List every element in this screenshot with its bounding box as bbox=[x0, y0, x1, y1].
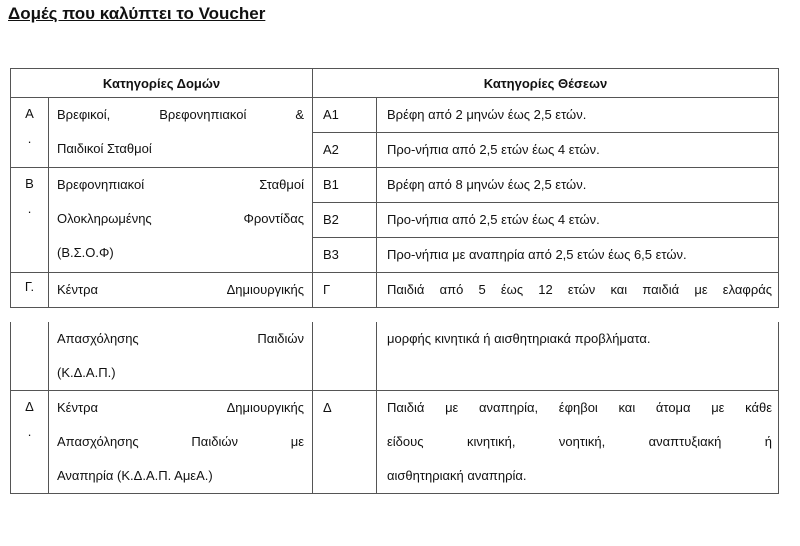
category-letter-g: Γ. bbox=[11, 273, 49, 308]
code-b1: Β1 bbox=[313, 168, 377, 203]
page-title: Δομές που καλύπτει το Voucher bbox=[8, 4, 266, 23]
desc-b3: Προ-νήπια με αναπηρία από 2,5 ετών έως 6,5 ετών. bbox=[377, 238, 779, 273]
category-letter-b: Β . bbox=[11, 168, 49, 273]
desc-g-top: Παιδιά από 5 έως 12 ετών και παιδιά με ελαφράς bbox=[377, 273, 779, 308]
category-letter-a: Α . bbox=[11, 98, 49, 168]
category-g-name-top: Κέντρα Δημιουργικής bbox=[49, 273, 313, 308]
header-structure-categories: Κατηγορίες Δομών bbox=[11, 69, 313, 98]
code-b2: Β2 bbox=[313, 203, 377, 238]
category-g-name-bottom: Απασχόλησης Παιδιών (Κ.Δ.Α.Π.) bbox=[49, 322, 313, 391]
code-g: Γ bbox=[313, 273, 377, 308]
structures-table-bottom bbox=[10, 322, 779, 494]
desc-a2: Προ-νήπια από 2,5 ετών έως 4 ετών. bbox=[377, 133, 779, 168]
category-b-name: Βρεφονηπιακοί Σταθμοί Ολοκληρωμένης Φροντίδας (Β.Σ.Ο.Φ) bbox=[49, 168, 313, 273]
category-d-name: Κέντρα Δημιουργικής Απασχόλησης Παιδιών με Αναπηρία (Κ.Δ.Α.Π. ΑμεΑ.) bbox=[49, 391, 313, 494]
code-d: Δ bbox=[313, 391, 377, 494]
category-letter-d: Δ . bbox=[11, 391, 49, 494]
code-g-cont bbox=[313, 322, 377, 391]
code-b3: Β3 bbox=[313, 238, 377, 273]
desc-g-bottom: μορφής κινητικά ή αισθητηριακά προβλήματα. bbox=[377, 322, 779, 391]
structures-table-top bbox=[10, 68, 779, 308]
category-letter-g-cont bbox=[11, 322, 49, 391]
category-a-name: Βρεφικοί, Βρεφονηπιακοί & Παιδικοί Σταθμοί bbox=[49, 98, 313, 168]
desc-a1: Βρέφη από 2 μηνών έως 2,5 ετών. bbox=[377, 98, 779, 133]
code-a1: Α1 bbox=[313, 98, 377, 133]
header-position-categories: Κατηγορίες Θέσεων bbox=[313, 69, 779, 98]
desc-b1: Βρέφη από 8 μηνών έως 2,5 ετών. bbox=[377, 168, 779, 203]
code-a2: Α2 bbox=[313, 133, 377, 168]
desc-d: Παιδιά με αναπηρία, έφηβοι και άτομα με κάθε είδους κινητική, νοητική, αναπτυξιακή ή αισθητηριακή αναπηρία. bbox=[377, 391, 779, 494]
desc-b2: Προ-νήπια από 2,5 ετών έως 4 ετών. bbox=[377, 203, 779, 238]
